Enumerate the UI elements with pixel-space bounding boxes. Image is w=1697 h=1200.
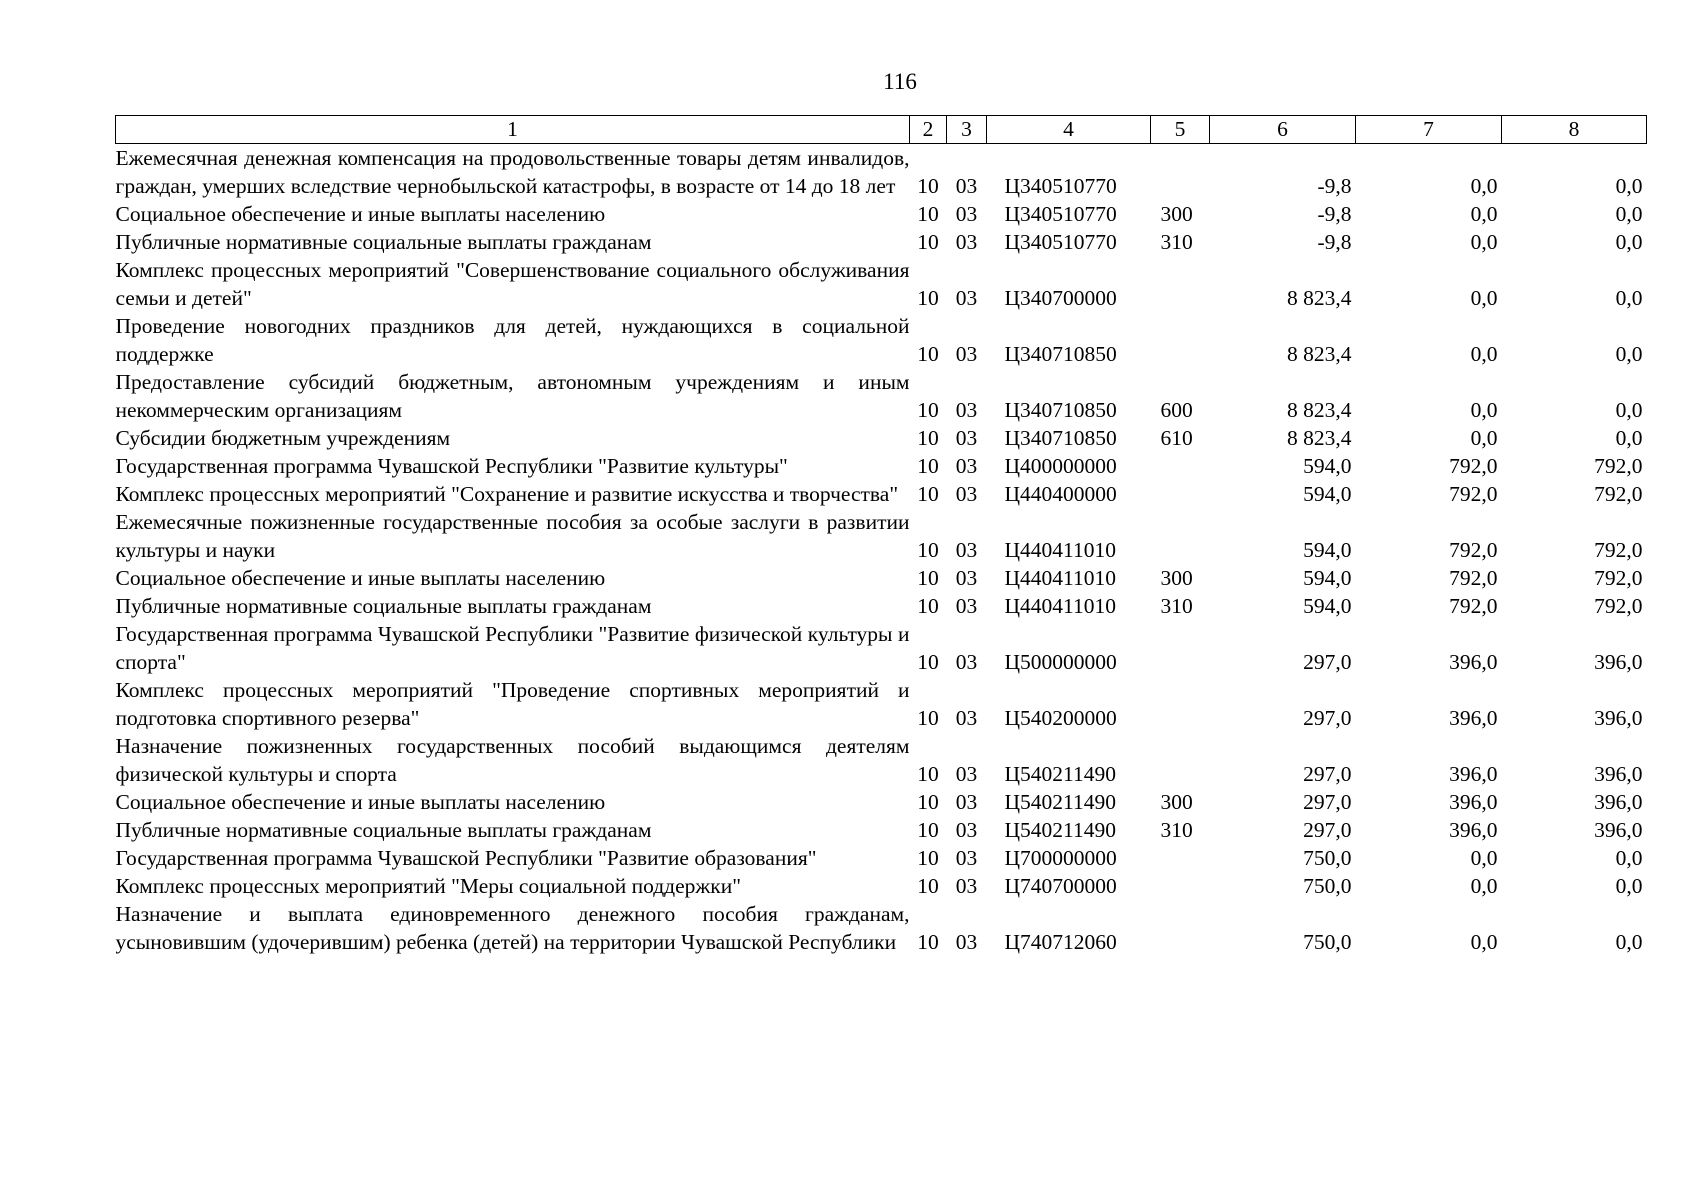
row-name: Публичные нормативные социальные выплаты гражданам xyxy=(115,230,652,254)
row-value-col6: 750,0 xyxy=(1303,930,1352,954)
row-subsection: 03 xyxy=(955,790,978,814)
row-value-col7: 792,0 xyxy=(1449,482,1498,506)
row-subsection: 03 xyxy=(955,762,978,786)
row-expense-type: 600 xyxy=(1160,398,1193,422)
table-header-row xyxy=(116,116,1647,144)
row-expense-type xyxy=(1151,452,1210,480)
row-name: Комплекс процессных мероприятий "Сохранение и развитие искусства и творчества" xyxy=(115,482,899,506)
row-value-col8: 0,0 xyxy=(1615,846,1643,870)
row-target-article: Ц340510770 xyxy=(1004,174,1117,198)
row-section: 10 xyxy=(917,594,939,618)
row-section: 10 xyxy=(917,482,939,506)
row-expense-type xyxy=(1151,900,1210,956)
row-value-col6: -9,8 xyxy=(1317,174,1352,198)
row-name: Ежемесячные пожизненные государственные пособия за особые заслуги в развитии культуры и науки xyxy=(115,510,910,562)
table-row xyxy=(116,424,1647,452)
row-value-col7: 792,0 xyxy=(1449,566,1498,590)
header-cell: 2 xyxy=(910,116,947,144)
row-value-col8: 0,0 xyxy=(1615,202,1643,226)
row-expense-type xyxy=(1151,480,1210,508)
header-cell: 8 xyxy=(1502,116,1647,144)
row-subsection: 03 xyxy=(955,342,978,366)
row-value-col6: 8 823,4 xyxy=(1287,342,1352,366)
row-target-article: Ц340510770 xyxy=(1004,230,1117,254)
row-subsection: 03 xyxy=(955,594,978,618)
row-name: Комплекс процессных мероприятий "Проведение спортивных мероприятий и подготовка спортивного резерва" xyxy=(115,678,910,730)
table-row xyxy=(116,144,1647,201)
row-value-col8: 0,0 xyxy=(1615,230,1643,254)
row-target-article: Ц740712060 xyxy=(1004,930,1117,954)
budget-table xyxy=(115,115,1647,956)
row-value-col8: 0,0 xyxy=(1615,398,1643,422)
row-subsection: 03 xyxy=(955,930,978,954)
row-name: Публичные нормативные социальные выплаты гражданам xyxy=(115,594,652,618)
row-value-col7: 792,0 xyxy=(1449,594,1498,618)
header-cell: 5 xyxy=(1151,116,1210,144)
row-subsection: 03 xyxy=(955,706,978,730)
row-target-article: Ц540211490 xyxy=(1004,818,1116,842)
row-section: 10 xyxy=(917,790,939,814)
row-value-col7: 792,0 xyxy=(1449,454,1498,478)
row-value-col8: 0,0 xyxy=(1615,930,1643,954)
row-expense-type: 610 xyxy=(1160,426,1193,450)
row-target-article: Ц740700000 xyxy=(1004,874,1117,898)
row-subsection: 03 xyxy=(955,398,978,422)
row-value-col7: 0,0 xyxy=(1470,202,1498,226)
row-expense-type: 300 xyxy=(1160,202,1193,226)
row-value-col6: -9,8 xyxy=(1317,230,1352,254)
row-value-col8: 396,0 xyxy=(1594,762,1643,786)
table-body xyxy=(116,144,1647,957)
row-value-col7: 0,0 xyxy=(1470,398,1498,422)
row-section: 10 xyxy=(917,930,939,954)
row-section: 10 xyxy=(917,174,939,198)
table-row xyxy=(116,788,1647,816)
row-expense-type: 300 xyxy=(1160,790,1193,814)
row-value-col6: 594,0 xyxy=(1303,482,1352,506)
row-target-article: Ц440411010 xyxy=(1004,594,1116,618)
row-section: 10 xyxy=(917,650,939,674)
header-cell: 7 xyxy=(1356,116,1502,144)
row-expense-type xyxy=(1151,872,1210,900)
row-section: 10 xyxy=(917,398,939,422)
row-target-article: Ц440411010 xyxy=(1004,538,1116,562)
row-value-col6: 8 823,4 xyxy=(1287,398,1352,422)
row-value-col6: 594,0 xyxy=(1303,538,1352,562)
row-name: Государственная программа Чувашской Республики "Развитие образования" xyxy=(115,846,817,870)
row-name: Комплекс процессных мероприятий "Совершенствование социального обслуживания семьи и детей" xyxy=(115,258,910,310)
row-name: Государственная программа Чувашской Республики "Развитие культуры" xyxy=(115,454,788,478)
row-name: Ежемесячная денежная компенсация на продовольственные товары детям инвалидов, граждан, умерших вследствие чернобыльской катастрофы, в возрасте от 14 до 18 лет xyxy=(115,146,910,198)
row-expense-type xyxy=(1151,676,1210,732)
row-value-col6: 8 823,4 xyxy=(1287,426,1352,450)
row-expense-type: 310 xyxy=(1160,230,1193,254)
row-value-col8: 396,0 xyxy=(1594,650,1643,674)
row-name: Предоставление субсидий бюджетным, автономным учреждениям и иным некоммерческим организациям xyxy=(115,370,910,422)
row-section: 10 xyxy=(917,426,939,450)
row-target-article: Ц400000000 xyxy=(1004,454,1117,478)
row-name: Комплекс процессных мероприятий "Меры социальной поддержки" xyxy=(115,874,741,898)
row-section: 10 xyxy=(917,538,939,562)
row-value-col7: 396,0 xyxy=(1449,762,1498,786)
row-subsection: 03 xyxy=(955,482,978,506)
row-target-article: Ц500000000 xyxy=(1004,650,1117,674)
row-expense-type xyxy=(1151,312,1210,368)
row-value-col6: 750,0 xyxy=(1303,874,1352,898)
row-section: 10 xyxy=(917,230,939,254)
row-value-col6: 297,0 xyxy=(1303,650,1352,674)
row-value-col6: 8 823,4 xyxy=(1287,286,1352,310)
row-name: Назначение и выплата единовременного денежного пособия гражданам, усыновившим (удочерившим) ребенка (детей) на территории Чувашской Республики xyxy=(115,902,910,954)
row-name: Проведение новогодних праздников для детей, нуждающихся в социальной поддержке xyxy=(115,314,910,366)
row-value-col6: -9,8 xyxy=(1317,202,1352,226)
row-target-article: Ц700000000 xyxy=(1004,846,1117,870)
table-row xyxy=(116,732,1647,788)
row-expense-type xyxy=(1151,256,1210,312)
row-target-article: Ц340710850 xyxy=(1004,342,1117,366)
table-row xyxy=(116,872,1647,900)
row-target-article: Ц540211490 xyxy=(1004,762,1116,786)
row-value-col6: 750,0 xyxy=(1303,846,1352,870)
table-row xyxy=(116,228,1647,256)
row-value-col7: 0,0 xyxy=(1470,230,1498,254)
row-expense-type: 300 xyxy=(1160,566,1193,590)
row-value-col8: 792,0 xyxy=(1594,482,1643,506)
row-value-col8: 792,0 xyxy=(1594,454,1643,478)
row-value-col7: 792,0 xyxy=(1449,538,1498,562)
row-subsection: 03 xyxy=(955,566,978,590)
table-row xyxy=(116,592,1647,620)
row-value-col7: 396,0 xyxy=(1449,650,1498,674)
row-target-article: Ц540211490 xyxy=(1004,790,1116,814)
row-value-col8: 0,0 xyxy=(1615,874,1643,898)
row-value-col6: 297,0 xyxy=(1303,762,1352,786)
table-row xyxy=(116,564,1647,592)
row-value-col8: 792,0 xyxy=(1594,566,1643,590)
row-value-col7: 0,0 xyxy=(1470,426,1498,450)
row-target-article: Ц340510770 xyxy=(1004,202,1117,226)
row-value-col6: 297,0 xyxy=(1303,790,1352,814)
row-target-article: Ц440411010 xyxy=(1004,566,1116,590)
row-subsection: 03 xyxy=(955,202,978,226)
row-value-col6: 297,0 xyxy=(1303,706,1352,730)
row-expense-type xyxy=(1151,144,1210,201)
table-row xyxy=(116,256,1647,312)
row-value-col7: 0,0 xyxy=(1470,846,1498,870)
header-cell: 6 xyxy=(1210,116,1356,144)
row-value-col7: 0,0 xyxy=(1470,174,1498,198)
row-target-article: Ц340700000 xyxy=(1004,286,1117,310)
row-name: Социальное обеспечение и иные выплаты населению xyxy=(115,202,606,226)
table-row xyxy=(116,900,1647,956)
row-section: 10 xyxy=(917,454,939,478)
row-value-col7: 0,0 xyxy=(1470,930,1498,954)
row-value-col7: 0,0 xyxy=(1470,874,1498,898)
row-name: Назначение пожизненных государственных пособий выдающимся деятелям физической культуры и спорта xyxy=(115,734,910,786)
row-value-col6: 594,0 xyxy=(1303,454,1352,478)
row-value-col8: 396,0 xyxy=(1594,790,1643,814)
row-value-col8: 0,0 xyxy=(1615,342,1643,366)
row-subsection: 03 xyxy=(955,818,978,842)
row-value-col6: 297,0 xyxy=(1303,818,1352,842)
row-value-col7: 0,0 xyxy=(1470,342,1498,366)
row-name: Субсидии бюджетным учреждениям xyxy=(115,426,451,450)
row-value-col8: 0,0 xyxy=(1615,174,1643,198)
row-subsection: 03 xyxy=(955,174,978,198)
row-subsection: 03 xyxy=(955,286,978,310)
row-target-article: Ц440400000 xyxy=(1004,482,1117,506)
row-expense-type: 310 xyxy=(1160,594,1193,618)
header-cell: 4 xyxy=(987,116,1151,144)
row-value-col8: 792,0 xyxy=(1594,538,1643,562)
row-expense-type xyxy=(1151,508,1210,564)
page-number: 116 xyxy=(883,69,917,94)
row-value-col7: 396,0 xyxy=(1449,818,1498,842)
row-name: Публичные нормативные социальные выплаты гражданам xyxy=(115,818,652,842)
row-subsection: 03 xyxy=(955,538,978,562)
row-subsection: 03 xyxy=(955,846,978,870)
table-row xyxy=(116,844,1647,872)
row-value-col6: 594,0 xyxy=(1303,594,1352,618)
row-value-col7: 0,0 xyxy=(1470,286,1498,310)
row-target-article: Ц340710850 xyxy=(1004,398,1117,422)
row-section: 10 xyxy=(917,874,939,898)
row-section: 10 xyxy=(917,706,939,730)
row-section: 10 xyxy=(917,762,939,786)
row-section: 10 xyxy=(917,202,939,226)
table-row xyxy=(116,816,1647,844)
table-row xyxy=(116,312,1647,368)
row-section: 10 xyxy=(917,818,939,842)
row-section: 10 xyxy=(917,286,939,310)
row-value-col8: 0,0 xyxy=(1615,286,1643,310)
table-row xyxy=(116,508,1647,564)
row-name: Социальное обеспечение и иные выплаты населению xyxy=(115,790,606,814)
table-row xyxy=(116,620,1647,676)
row-subsection: 03 xyxy=(955,650,978,674)
row-value-col8: 792,0 xyxy=(1594,594,1643,618)
row-subsection: 03 xyxy=(955,454,978,478)
table-row xyxy=(116,200,1647,228)
row-value-col8: 396,0 xyxy=(1594,818,1643,842)
row-expense-type xyxy=(1151,732,1210,788)
table-row xyxy=(116,676,1647,732)
row-value-col7: 396,0 xyxy=(1449,790,1498,814)
row-expense-type: 310 xyxy=(1160,818,1193,842)
row-section: 10 xyxy=(917,566,939,590)
row-value-col6: 594,0 xyxy=(1303,566,1352,590)
row-expense-type xyxy=(1151,844,1210,872)
row-target-article: Ц340710850 xyxy=(1004,426,1117,450)
row-name: Государственная программа Чувашской Республики "Развитие физической культуры и спорта" xyxy=(115,622,910,674)
row-value-col8: 396,0 xyxy=(1594,706,1643,730)
row-subsection: 03 xyxy=(955,426,978,450)
header-cell: 1 xyxy=(116,116,910,144)
row-section: 10 xyxy=(917,846,939,870)
row-value-col8: 0,0 xyxy=(1615,426,1643,450)
row-target-article: Ц540200000 xyxy=(1004,706,1117,730)
header-cell: 3 xyxy=(947,116,987,144)
row-expense-type xyxy=(1151,620,1210,676)
row-value-col7: 396,0 xyxy=(1449,706,1498,730)
row-section: 10 xyxy=(917,342,939,366)
row-name: Социальное обеспечение и иные выплаты населению xyxy=(115,566,606,590)
table-row xyxy=(116,452,1647,480)
table-row xyxy=(116,368,1647,424)
row-subsection: 03 xyxy=(955,874,978,898)
row-subsection: 03 xyxy=(955,230,978,254)
table-row xyxy=(116,480,1647,508)
